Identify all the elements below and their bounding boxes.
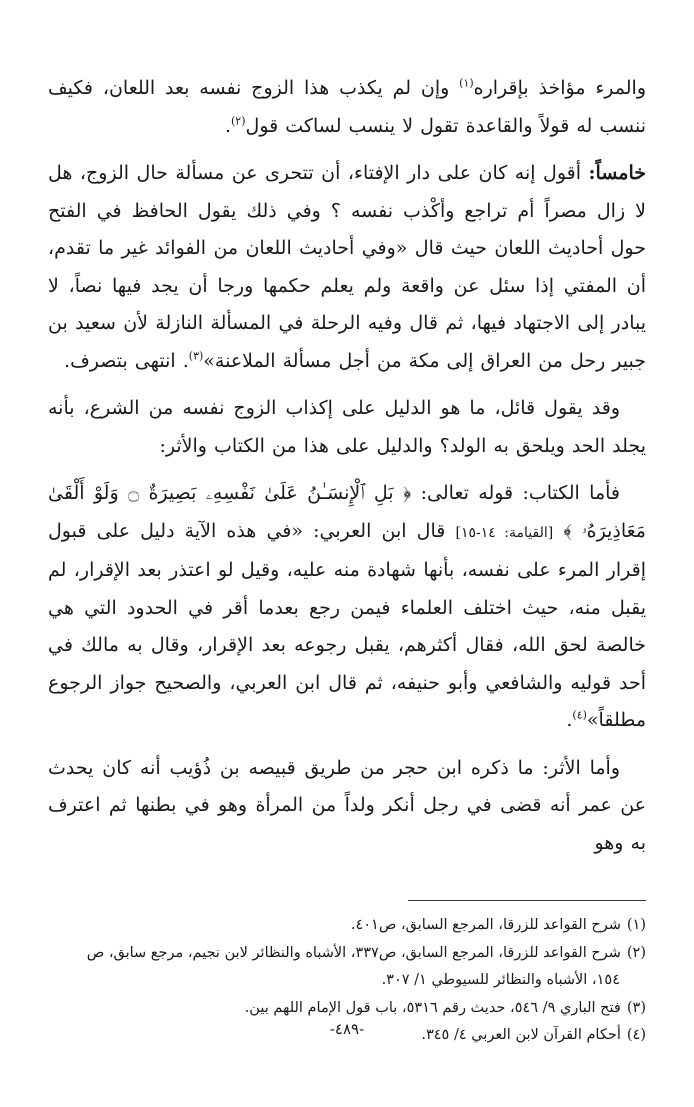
paragraph-1 [48, 70, 646, 145]
footnote-2 [48, 940, 646, 968]
footnote-ref-1[interactable]: (١) [459, 76, 474, 90]
p1-text-b: وإن لم يكذب هذا الزوج نفسه بعد اللعان، فكيف ننسب له قولاً والقاعدة تقول لا ينسب لساكت قول [48, 77, 646, 137]
p4-text-b: قال ابن العربي: «في هذه الآية دليل على قبول إقرار المرء على نفسه، بأنها شهادة منه عليه، وقيل لو اعتذر بعد الإقرار، لم يقبل منه، حيث اختلف العلماء فيمن رجع بعدما أقر في الحدود التي هي خالصة لحق الله، فقال أكثرهم، يقبل رجوعه بعد الإقرار، وقال به مالك في أحد قوليه والشافعي وأبو حنيفه، ثم قال ابن العربي، والصحيح جواز الرجوع مطلقاً» [48, 519, 646, 731]
p4-text-c: . [566, 709, 573, 731]
footnote-divider [408, 900, 646, 901]
paragraph-4 [48, 475, 646, 740]
footnote-number: (٢) [626, 944, 646, 961]
paragraph-5 [48, 750, 646, 863]
footnote-ref-2[interactable]: (٢) [231, 114, 246, 128]
footnote-number: (٣) [626, 999, 646, 1016]
footnote-2-continuation [48, 967, 646, 995]
p4-quran-text: فأما الكتاب: قوله تعالى: ﴿ بَلِ ٱلْإِنسَـٰنُ عَلَىٰ نَفْسِهِۦ بَصِيرَةٌ ۝ وَلَوْ أَلْقَىٰ مَعَاذِيرَهُۥ ﴾ [48, 482, 646, 542]
footnote-number: (١) [626, 917, 646, 933]
paragraph-2 [48, 155, 646, 380]
footnote-text: أحكام القرآن لابن العربي ٤/ ٣٤٥. [421, 1027, 621, 1043]
paragraph-3 [48, 390, 646, 465]
p2-lead: خامساً: [588, 162, 646, 184]
footnote-text: شرح القواعد للزرقا، المرجع السابق، ص٣٣٧، الأشباه والنظائر لابن نجيم، مرجع سابق، ص [86, 944, 621, 961]
footnote-ref-4[interactable]: (٤) [572, 708, 587, 722]
p3-text: وقد يقول قائل، ما هو الدليل على إكذاب الزوج نفسه من الشرع، بأنه يجلد الحد ويلحق به الولد؟ والدليل على هذا من الكتاب والأثر: [48, 397, 646, 457]
footnote-text: فتح الباري ٩/ ٥٤٦، حديث رقم ٥٣١٦، باب قول الإمام اللهم بين. [244, 999, 621, 1016]
footnote-1 [48, 912, 646, 940]
footnote-number: (٤) [626, 1027, 646, 1043]
p1-text-a: والمرء مؤاخذ بإقراره [473, 77, 646, 99]
page-number: -٤٨٩- [329, 1020, 365, 1038]
footnote-ref-3[interactable]: (٣) [188, 349, 204, 363]
footnote-text: ١٥٤، الأشباه والنظائر للسيوطي ١/ ٣٠٧. [381, 972, 620, 988]
footnote-3 [48, 995, 646, 1023]
p2-text-a: أقول إنه كان على دار الإفتاء، أن تتحرى عن مسألة حال الزوج، هل لا زال مصراً أم تراجع وأكْذب نفسه ؟ وفي ذلك يقول الحافظ في الفتح حول أحاديث اللعان حيث قال «وفي أحاديث اللعان من الفوائد غير ما تقدم، أن المفتي إذا سئل عن واقعة ولم يعلم حكمها ورجا أن يجد فيها نصاً، لا يبادر إلى الاجتهاد فيها، ثم قال وفيه الرحلة في المسألة النازلة لأن سعيد بن جبير رحل من العراق إلى مكة من أجل مسألة الملاعنة» [48, 162, 647, 372]
document-page [48, 70, 646, 1067]
p5-text: وأما الأثر: ما ذكره ابن حجر من طريق قبيصه بن ذُؤيب أنه كان يحدث عن عمر أنه قضى في رجل أنكر ولداً من المرأة وهو في بطنها ثم اعترف به وهو [48, 756, 647, 854]
p2-text-b: . انتهى بتصرف. [64, 349, 189, 372]
p1-text-c: . [224, 114, 231, 137]
footnote-text: شرح القواعد للزرقا، المرجع السابق، ص٤٠١. [350, 917, 621, 933]
p4-citation: [القيامة: ١٤-١٥] [455, 524, 554, 541]
